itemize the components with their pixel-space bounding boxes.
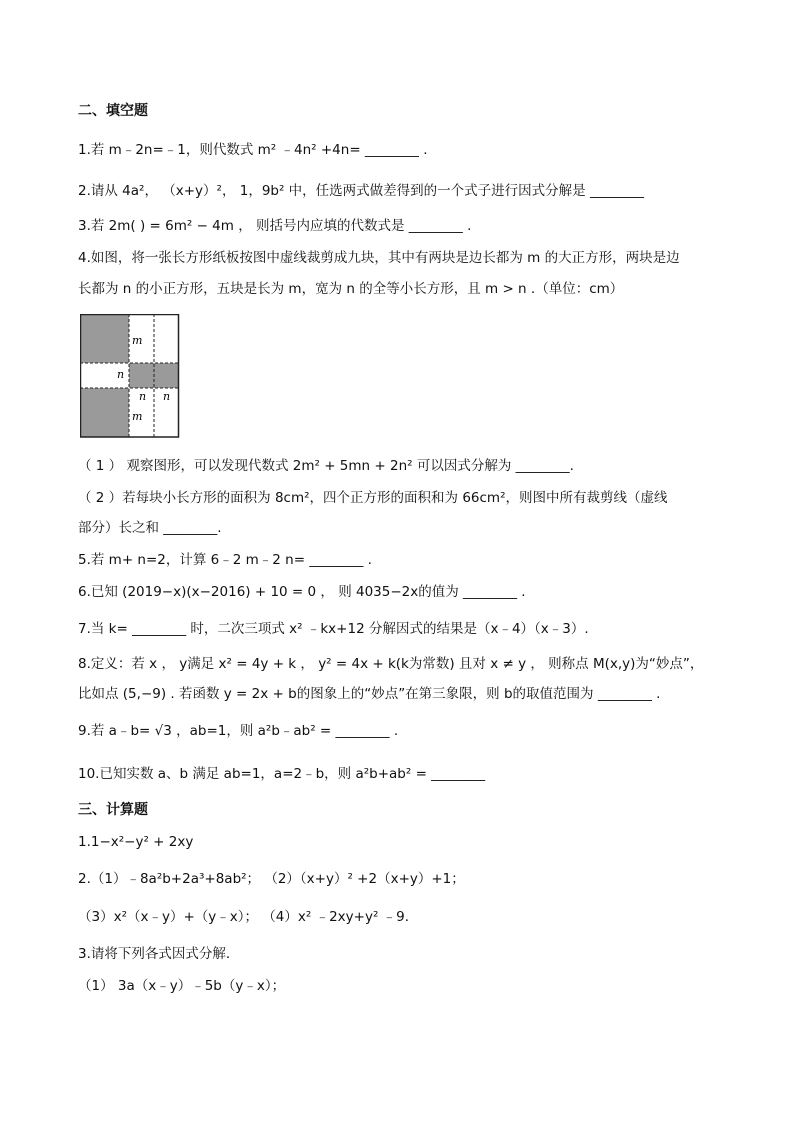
label-n-left: n — [117, 368, 125, 381]
fill-question-5: 5.若 m+ n=2，计算 6﹣2 m﹣2 n= ________ . — [78, 552, 372, 568]
fill-section-heading: 二、填空题 — [78, 103, 148, 119]
small-square-right — [154, 363, 179, 388]
calc-question-1: 1.1−x²−y² + 2xy — [78, 834, 194, 850]
small-square-middle — [129, 363, 154, 388]
fill-question-4-part-1: （ 1 ） 观察图形，可以发现代数式 2m² + 5mn + 2n² 可以因式分解为 ________. — [78, 458, 574, 474]
label-n-mid: n — [139, 390, 147, 403]
fill-question-6: 6.已知 (2019−x)(x−2016) + 10 = 0 ， 则 4035−2x的值为 ________ . — [78, 584, 526, 600]
big-square-top-left — [80, 314, 129, 363]
fill-question-4-line-1: 4.如图，将一张长方形纸板按图中虚线裁剪成九块，其中有两块是边长都为 m 的大正方形，两块是边 — [78, 250, 680, 266]
fill-question-10: 10.已知实数 a、b 满足 ab=1，a=2﹣b，则 a²b+ab² = ________ — [78, 766, 486, 782]
fill-question-2: 2.请从 4a²， （x+y）²， 1，9b² 中，任选两式做差得到的一个式子进行因式分解是 ________ — [78, 183, 644, 199]
fill-question-4-part-2-line-2: 部分）长之和 ________. — [78, 520, 222, 536]
fill-question-4-part-2-line-1: （ 2 ）若每块小长方形的面积为 8cm²，四个正方形的面积和为 66cm²，则图中所有裁剪线（虚线 — [78, 490, 668, 506]
calc-question-3: 3.请将下列各式因式分解． — [78, 946, 240, 962]
fill-question-1: 1.若 m﹣2n=﹣1，则代数式 m² ﹣4n² +4n= ________ . — [78, 142, 428, 158]
cutting-diagram — [80, 314, 180, 442]
fill-question-7: 7.当 k= ________ 时，二次三项式 x² ﹣kx+12 分解因式的结果是（x﹣4）（x﹣3）. — [78, 621, 589, 637]
calc-question-2-line-1: 2.（1）﹣8a²b+2a³+8ab²； （2）（x+y）² +2（x+y）+1； — [78, 871, 465, 887]
calc-question-3-part-1: （1） 3a（x﹣y）﹣5b（y﹣x）； — [78, 978, 286, 994]
fill-question-8-line-1: 8.定义：若 x ， y满足 x² = 4y + k ， y² = 4x + k(k为常数) 且对 x ≠ y ， 则称点 M(x,y)为“妙点”， — [78, 656, 704, 672]
fill-question-4-line-2: 长都为 n 的小正方形，五块是长为 m，宽为 n 的全等小长方形，且 m > n .（单位：cm） — [78, 281, 624, 297]
cutting-diagram-svg — [80, 314, 180, 438]
calc-section-heading: 三、计算题 — [78, 802, 148, 818]
label-m-bottom: m — [132, 410, 143, 423]
calc-question-2-line-2: （3）x²（x﹣y）+（y﹣x）； （4）x² ﹣2xy+y² ﹣9． — [78, 909, 419, 925]
label-m-top: m — [132, 334, 143, 347]
fill-question-9: 9.若 a﹣b= √3 ，ab=1，则 a²b﹣ab² = ________ . — [78, 723, 399, 739]
fill-question-8-line-2: 比如点 (5,−9) . 若函数 y = 2x + b的图象上的“妙点”在第三象限，则 b的取值范围为 ________ . — [78, 686, 661, 702]
fill-question-3: 3.若 2m( ) = 6m² − 4m ， 则括号内应填的代数式是 ________ . — [78, 218, 472, 234]
label-n-right: n — [163, 390, 171, 403]
big-square-bottom-left — [80, 388, 129, 437]
